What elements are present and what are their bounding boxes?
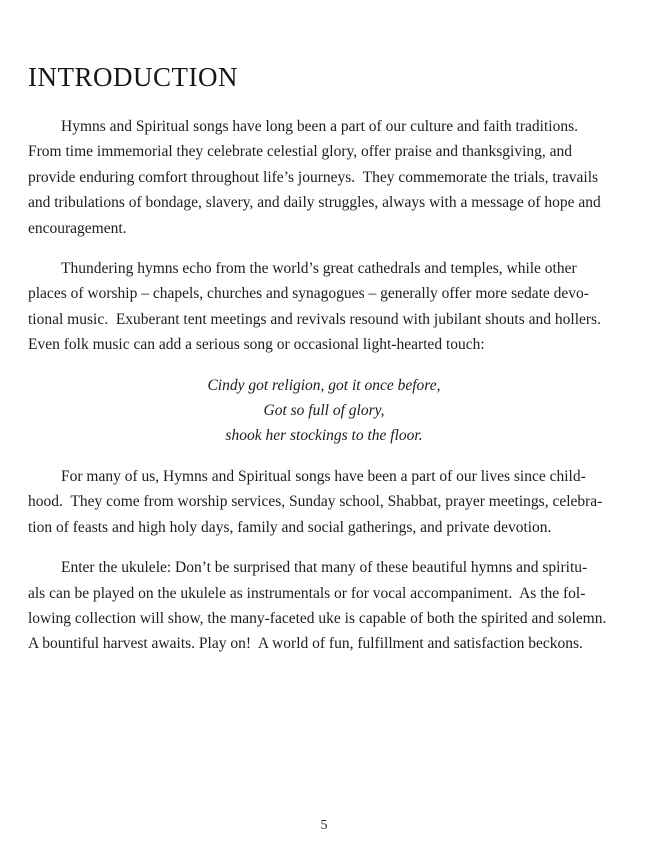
text-line: Cindy got religion, got it once before, [207,376,441,394]
text-line: shook her stockings to the floor. [225,427,423,445]
text-line: hood. They come from worship services, Sunday school, Shabbat, prayer meetings, celebra- [28,493,603,511]
text-line: From time immemorial they celebrate celestial glory, offer praise and thanksgiving, and [28,143,573,161]
text-line: For many of us, Hymns and Spiritual songs have been a part of our lives since child- [61,467,586,485]
body-text [28,114,620,657]
paragraph-4 [28,555,620,657]
text-line: Even folk music can add a serious song or occasional light-hearted touch: [28,336,485,354]
verse-quote [28,373,620,449]
text-line: encouragement. [28,219,127,237]
text-line: A bountiful harvest awaits. Play on! A world of fun, fulfillment and satisfaction beckons. [28,635,583,653]
page-number: 5 [320,818,328,833]
paragraph-2 [28,256,620,358]
paragraph-3 [28,464,620,540]
text-line: lowing collection will show, the many-faceted uke is capable of both the spirited and solemn. [28,609,607,627]
page-title: INTRODUCTION [28,62,238,92]
paragraph-1 [28,114,620,241]
text-line: tional music. Exuberant tent meetings and revivals resound with jubilant shouts and hollers. [28,310,601,328]
text-line: and tribulations of bondage, slavery, and daily struggles, always with a message of hope and [28,194,601,212]
text-line: Thundering hymns echo from the world’s great cathedrals and temples, while other [61,260,577,278]
text-line: als can be played on the ukulele as instrumentals or for vocal accompaniment. As the fol- [28,584,586,602]
text-line: places of worship – chapels, churches and synagogues – generally offer more sedate devo- [28,285,589,303]
text-line: tion of feasts and high holy days, family and social gatherings, and private devotion. [28,518,552,536]
text-line: Got so full of glory, [263,402,385,420]
text-line: Enter the ukulele: Don’t be surprised that many of these beautiful hymns and spiritu- [61,559,588,577]
text-line: Hymns and Spiritual songs have long been a part of our culture and faith traditions. [61,118,578,135]
text-line: provide enduring comfort throughout life’s journeys. They commemorate the trials, travails [28,168,599,186]
